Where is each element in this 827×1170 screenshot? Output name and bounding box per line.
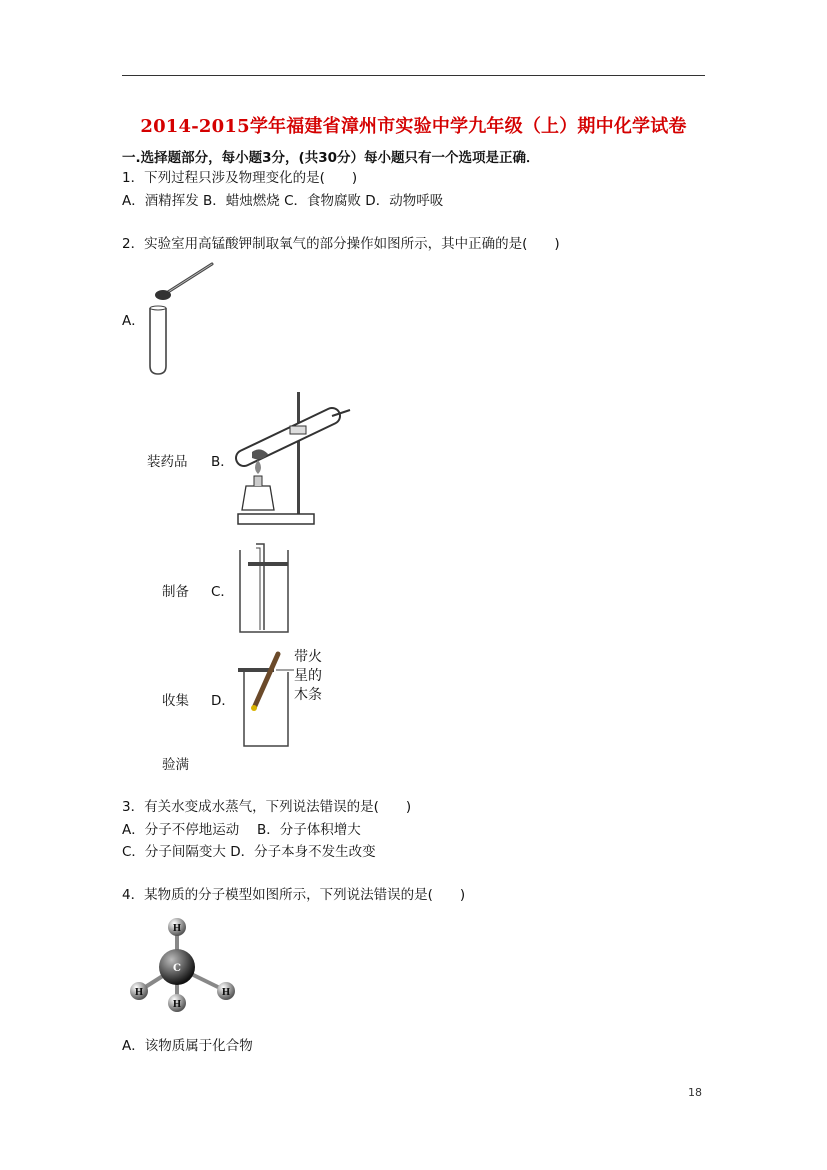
question-2-stem: 2．实验室用高锰酸钾制取氧气的部分操作如图所示，其中正确的是( ): [122, 236, 560, 252]
question-3-options-line-2: C．分子间隔变大 D．分子本身不发生改变: [122, 844, 376, 860]
figure-load-reagent: [140, 258, 230, 378]
question-3-options-line-1: A．分子不停地运动 B．分子体积增大: [122, 822, 361, 838]
option-b-label: B．: [211, 454, 234, 470]
splint-label-line-2: 星的: [294, 668, 322, 684]
caption-collect: 收集: [162, 693, 189, 709]
atom-h-label: H: [172, 1000, 182, 1010]
page-title: 2014-2015学年福建省漳州市实验中学九年级（上）期中化学试卷: [140, 116, 687, 137]
option-a-label: A．: [122, 313, 145, 329]
atom-h-label: H: [134, 988, 144, 998]
caption-load-reagent: 装药品: [147, 454, 188, 470]
atom-h-label: H: [172, 924, 182, 934]
option-d-label: D．: [211, 693, 235, 709]
figure-methane-model: [122, 915, 247, 1020]
question-4-option-a: A．该物质属于化合物: [122, 1038, 253, 1054]
question-1-stem: 1．下列过程只涉及物理变化的是( ): [122, 170, 358, 186]
splint-label-line-3: 木条: [294, 687, 322, 703]
section-header: 一.选择题部分，每小题3分，(共30分）每小题只有一个选项是正确．: [122, 150, 540, 166]
atom-h-label: H: [221, 988, 231, 998]
header-rule: [122, 75, 705, 76]
page-number: 18: [688, 1086, 702, 1099]
question-1-options: A．酒精挥发 B．蜡烛燃烧 C．食物腐败 D．动物呼吸: [122, 193, 444, 209]
option-c-label: C．: [211, 584, 234, 600]
splint-label-line-1: 带火: [294, 649, 322, 665]
figure-collection-bottle: [236, 540, 296, 636]
caption-prepare: 制备: [162, 584, 189, 600]
atom-c-label: C: [173, 963, 181, 974]
question-3-stem: 3．有关水变成水蒸气，下列说法错误的是( ): [122, 799, 412, 815]
question-4-stem: 4．某物质的分子模型如图所示，下列说法错误的是( ): [122, 887, 466, 903]
figure-heating-apparatus: [232, 388, 357, 528]
figure-splint-test: [238, 650, 298, 750]
caption-check-full: 验满: [162, 757, 189, 773]
